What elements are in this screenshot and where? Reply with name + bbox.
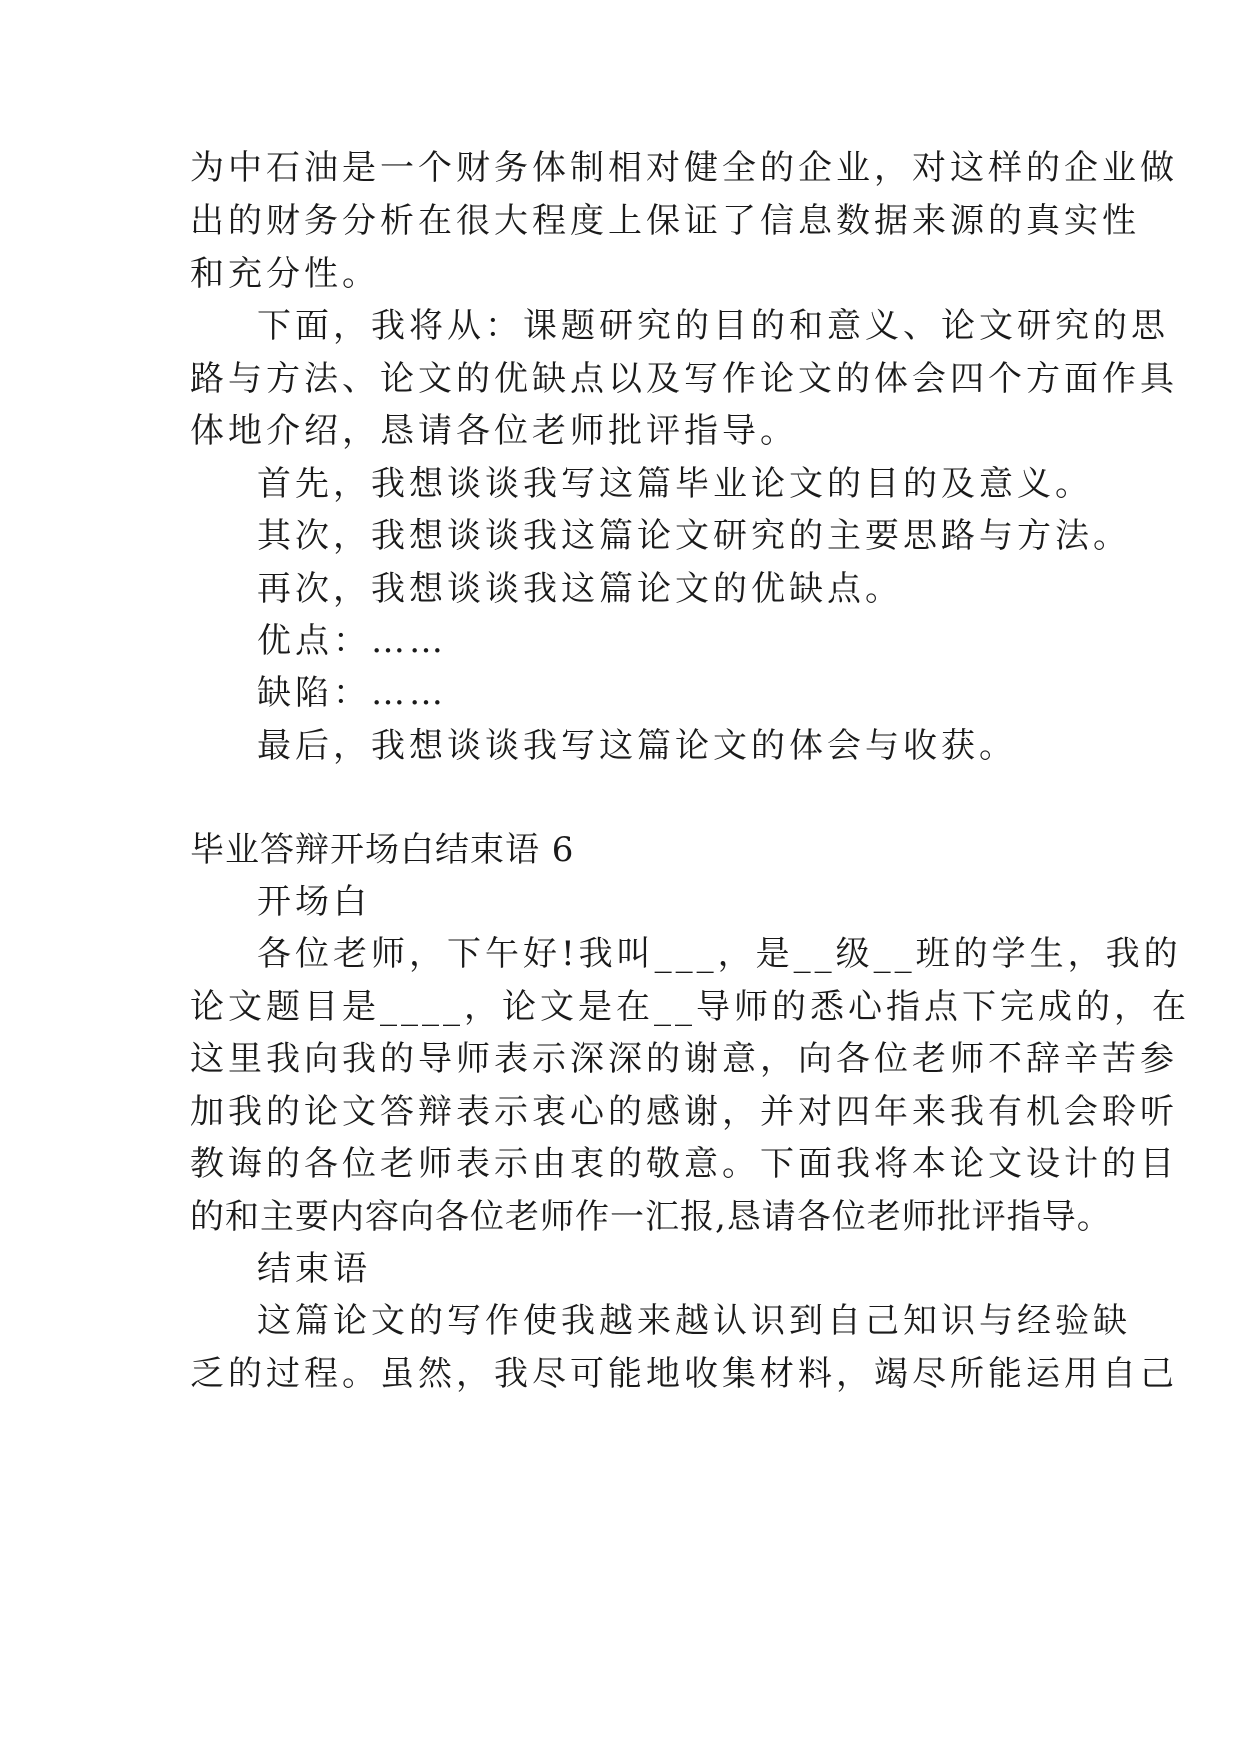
paragraph-line: 为中石油是一个财务体制相对健全的企业，对这样的企业做 — [190, 148, 1178, 188]
paragraph-line: 加我的论文答辩表示衷心的感谢，并对四年来我有机会聆听 — [190, 1092, 1178, 1132]
list-item-third: 再次，我想谈谈我这篇论文的优缺点。 — [257, 569, 903, 609]
paragraph-line: 论文题目是____，论文是在__导师的悉心指点下完成的，在 — [190, 987, 1190, 1027]
paragraph-line: 体地介绍，恳请各位老师批评指导。 — [190, 411, 798, 451]
list-item-first: 首先，我想谈谈我写这篇毕业论文的目的及意义。 — [257, 464, 1093, 504]
paragraph-line: 的和主要内容向各位老师作一汇报,恳请各位老师批评指导。 — [190, 1197, 1112, 1237]
paragraph-line: 乏的过程。虽然，我尽可能地收集材料，竭尽所能运用自己 — [190, 1354, 1178, 1394]
paragraph-line: 这篇论文的写作使我越来越认识到自己知识与经验缺 — [257, 1301, 1131, 1341]
paragraph-line: 和充分性。 — [190, 254, 380, 294]
closing-heading: 结束语 — [257, 1249, 371, 1289]
paragraph-line: 各位老师，下午好!我叫___，是__级__班的学生，我的 — [257, 934, 1182, 974]
opening-heading: 开场白 — [257, 882, 371, 922]
paragraph-line: 教诲的各位老师表示由衷的敬意。下面我将本论文设计的目 — [190, 1144, 1178, 1184]
paragraph-line: 路与方法、论文的优缺点以及写作论文的体会四个方面作具 — [190, 359, 1178, 399]
paragraph-line: 下面，我将从：课题研究的目的和意义、论文研究的思 — [257, 306, 1169, 346]
list-item-second: 其次，我想谈谈我这篇论文研究的主要思路与方法。 — [257, 516, 1131, 556]
list-item-defects: 缺陷：…… — [257, 673, 447, 713]
list-item-merits: 优点：…… — [257, 621, 447, 661]
list-item-last: 最后，我想谈谈我写这篇论文的体会与收获。 — [257, 726, 1017, 766]
section-title: 毕业答辩开场白结束语 6 — [190, 830, 575, 870]
paragraph-line: 这里我向我的导师表示深深的谢意，向各位老师不辞辛苦参 — [190, 1039, 1178, 1079]
paragraph-line: 出的财务分析在很大程度上保证了信息数据来源的真实性 — [190, 201, 1140, 241]
